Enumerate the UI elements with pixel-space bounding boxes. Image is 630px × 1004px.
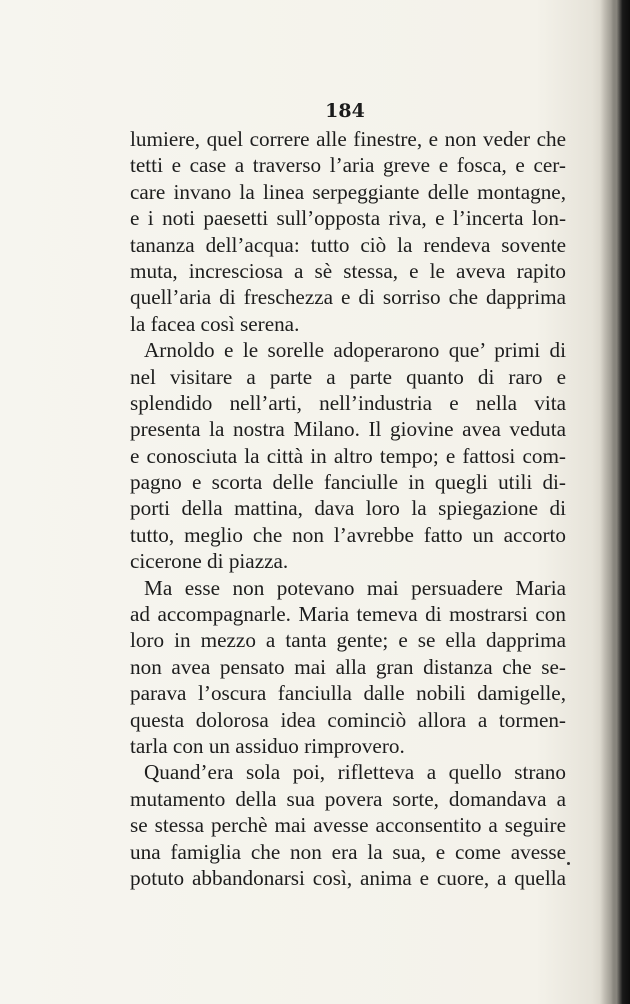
text-line: una famiglia che non era la sua, e come avesse: [130, 839, 566, 864]
paragraph-start-line: Quand’era sola poi, rifletteva a quello strano: [144, 760, 566, 785]
text-line: parava l’oscura fanciulla dalle nobili damigelle,: [130, 681, 566, 706]
text-line: tananza dell’acqua: tutto ciò la rendeva sovente: [130, 232, 566, 257]
body-text: [130, 126, 566, 891]
paragraph-start-line: Ma esse non potevano mai persuadere Maria: [144, 575, 566, 600]
paragraph-end-line: cicerone di piazza.: [130, 549, 289, 574]
text-line: ad accompagnarle. Maria temeva di mostrarsi con: [130, 602, 566, 627]
text-line: loro in mezzo a tanta gente; e se ella dapprima: [130, 628, 566, 653]
text-line: presenta la nostra Milano. Il giovine avea veduta: [130, 417, 566, 442]
text-line: tetti e case a traverso l’aria greve e fosca, e cer-: [130, 153, 566, 178]
page-number: 184: [325, 100, 365, 122]
ink-speck: [567, 862, 570, 865]
text-line: mutamento della sua povera sorte, domandava a: [130, 786, 566, 811]
text-line: e conosciuta la città in altro tempo; e fattosi com-: [130, 443, 566, 468]
text-line: nel visitare a parte a parte quanto di raro e: [130, 364, 566, 389]
text-line: questa dolorosa idea cominciò allora a tormen-: [130, 707, 566, 732]
text-line: e i noti paesetti sull’opposta riva, e l’incerta lon-: [130, 206, 566, 231]
paragraph-end-line: la facea così serena.: [130, 311, 300, 336]
text-line: muta, incresciosa a sè stessa, e le aveva rapito: [130, 258, 566, 283]
text-line: pagno e scorta delle fanciulle in quegli utili di-: [130, 470, 566, 495]
text-line: splendido nell’arti, nell’industria e nella vita: [130, 390, 566, 415]
text-line: potuto abbandonarsi così, anima e cuore, a quella: [130, 865, 566, 890]
text-line: se stessa perchè mai avesse acconsentito a seguire: [130, 813, 566, 838]
text-line: quell’aria di freschezza e di sorriso che dapprima: [130, 285, 566, 310]
book-spine-shadow: [600, 0, 630, 1004]
paragraph-start-line: Arnoldo e le sorelle adoperarono que’ primi di: [144, 338, 566, 363]
text-line: non avea pensato mai alla gran distanza che se-: [130, 654, 566, 679]
text-line: tutto, meglio che non l’avrebbe fatto un accorto: [130, 522, 566, 547]
text-line: porti della mattina, dava loro la spiegazione di: [130, 496, 566, 521]
paragraph-end-line: tarla con un assiduo rimprovero.: [130, 733, 405, 758]
text-line: lumiere, quel correre alle finestre, e non veder che: [130, 127, 566, 151]
text-line: care invano la linea serpeggiante delle montagne,: [130, 179, 566, 204]
